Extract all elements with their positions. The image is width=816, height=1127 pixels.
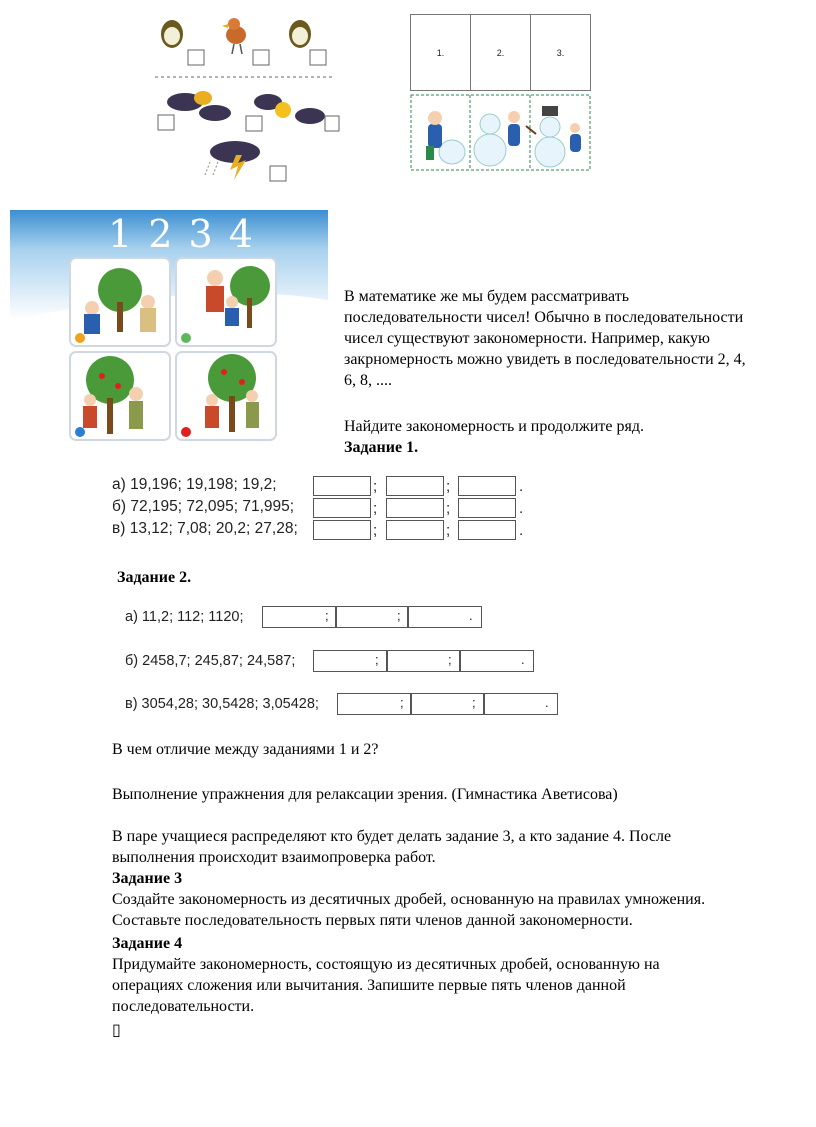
task1-row-b-label: б) 72,195; 72,095; 71,995; <box>112 498 295 515</box>
task2-title: Задание 2. <box>117 569 192 586</box>
task2-row-c-sep-3: . <box>545 695 549 710</box>
snowman-strip <box>410 14 591 171</box>
task2-row-c-label: в) 3054,28; 30,5428; 3,05428; <box>125 696 319 712</box>
task1-row-b-sep-3: . <box>519 500 524 517</box>
pairs-line-2: выполнения происходит взаимопроверка работ. <box>112 849 436 866</box>
task4-line-1: Придумайте закономерность, состоящую из десятичных дробей, основанную на <box>112 956 660 973</box>
task1-row-a-label: а) 19,196; 19,198; 19,2; <box>112 476 277 493</box>
task1-row-a-answer-2[interactable] <box>386 476 444 496</box>
task2-row-b-sep-2: ; <box>448 652 452 667</box>
intro-line-2: последовательности чисел! Обычно в последовательности <box>344 309 744 326</box>
strip-label-2: 2. <box>496 47 505 58</box>
intro-line-3: чисел существуют закономерности. Например, какую <box>344 330 710 347</box>
task1-row-c-sep-3: . <box>519 522 524 539</box>
task2-row-a-sep-1: ; <box>325 608 329 623</box>
weather-sequence-svg <box>150 10 340 185</box>
task2-row-a-sep-3: . <box>469 608 473 623</box>
task1-title: Задание 1. <box>344 439 419 456</box>
pairs-line-1: В паре учащиеся распределяют кто будет делать задание 3, а кто задание 4. После <box>112 828 672 845</box>
task2-row-a-sep-2: ; <box>397 608 401 623</box>
task3-line-1: Создайте закономерность из десятичных дробей, основанную на правилах умножения. <box>112 891 706 908</box>
intro-line-1: В математике же мы будем рассматривать <box>344 288 629 305</box>
task2-row-c-sep-1: ; <box>400 695 404 710</box>
task2-row-a-label: а) 11,2; 112; 1120; <box>125 609 244 625</box>
tree-sequence-banner <box>10 210 328 460</box>
task4-line-3: последовательности. <box>112 998 255 1015</box>
banner-digits: 1 2 3 4 <box>108 212 255 256</box>
task1-row-b-sep-2: ; <box>446 500 451 517</box>
task1-row-c-answer-3[interactable] <box>458 520 516 540</box>
task1-row-b-answer-3[interactable] <box>458 498 516 518</box>
task3-line-2: Составьте последовательность первых пяти членов данной закономерности. <box>112 912 633 929</box>
task1-row-c-sep-2: ; <box>446 522 451 539</box>
end-glyph: ▯ <box>112 1022 121 1039</box>
task1-row-a-sep-1: ; <box>373 478 378 495</box>
task3-paragraph <box>112 889 812 931</box>
task2-row-c-sep-2: ; <box>472 695 476 710</box>
task1-row-c-answer-2[interactable] <box>386 520 444 540</box>
snowman-illustrations <box>410 94 591 171</box>
task1-row-a-sep-3: . <box>519 478 524 495</box>
strip-label-3: 3. <box>556 47 565 58</box>
question-text: В чем отличие между заданиями 1 и 2? <box>112 741 379 758</box>
weather-sequence-picture <box>150 10 340 185</box>
task2-row-b-sep-1: ; <box>375 652 379 667</box>
task4-line-2: операциях сложения или вычитания. Запишите первые пять членов данной <box>112 977 626 994</box>
task3-title: Задание 3 <box>112 870 183 887</box>
task1-row-c-label: в) 13,12; 7,08; 20,2; 27,28; <box>112 520 298 537</box>
task1-row-a-sep-2: ; <box>446 478 451 495</box>
strip-label-1: 1. <box>436 47 445 58</box>
strip-cell-2 <box>471 15 531 90</box>
strip-top-row <box>410 14 591 91</box>
task1-row-b-answer-1[interactable] <box>313 498 371 518</box>
task1-row-b-answer-2[interactable] <box>386 498 444 518</box>
task1-row-b-sep-1: ; <box>373 500 378 517</box>
task1-row-a-answer-1[interactable] <box>313 476 371 496</box>
intro-line-4: закрномерность можно увидеть в последовательности 2, 4, <box>344 351 746 368</box>
instruction-text: Найдите закономерность и продолжите ряд. <box>344 418 645 435</box>
exercise-text: Выполнение упражнения для релаксации зрения. (Гимнастика Аветисова) <box>112 786 618 803</box>
intro-line-5: 6, 8, .... <box>344 372 392 389</box>
task1-row-c-sep-1: ; <box>373 522 378 539</box>
intro-paragraph <box>344 286 814 391</box>
task1-row-a-answer-3[interactable] <box>458 476 516 496</box>
task2-row-b-sep-3: . <box>521 652 525 667</box>
task4-paragraph <box>112 954 812 1017</box>
task2-row-b-label: б) 2458,7; 245,87; 24,587; <box>125 653 296 669</box>
task1-row-c-answer-1[interactable] <box>313 520 371 540</box>
strip-cell-3 <box>531 15 590 90</box>
task4-title: Задание 4 <box>112 935 183 952</box>
pairs-paragraph <box>112 826 802 868</box>
strip-cell-1 <box>411 15 471 90</box>
